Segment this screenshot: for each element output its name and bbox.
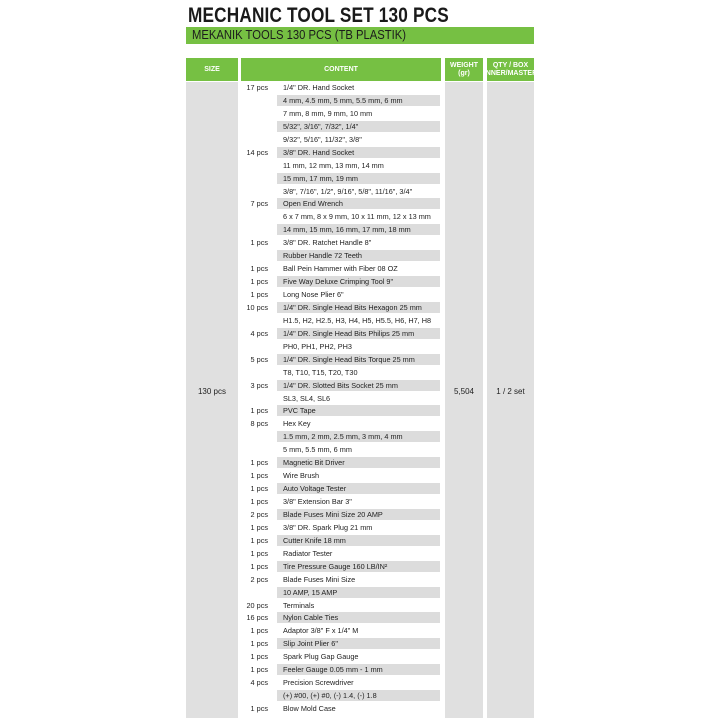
row-content: 6 x 7 mm, 8 x 9 mm, 10 x 11 mm, 12 x 13 mm <box>283 212 431 222</box>
row-content: Open End Wrench <box>277 198 440 209</box>
weight-column <box>445 82 483 718</box>
row-quantity: 1 pcs <box>250 484 268 494</box>
row-content: Tire Pressure Gauge 160 LB/IN² <box>277 561 440 572</box>
row-content: PVC Tape <box>277 405 440 416</box>
row-quantity: 1 pcs <box>250 561 268 571</box>
row-quantity: 1 pcs <box>250 277 268 287</box>
row-content: 15 mm, 17 mm, 19 mm <box>277 173 440 184</box>
row-content: 3/8" DR. Hand Socket <box>277 147 440 158</box>
row-quantity: 1 pcs <box>250 458 268 468</box>
row-content: Nylon Cable Ties <box>277 612 440 623</box>
row-content: Spark Plug Gap Gauge <box>283 652 359 662</box>
header-weight: WEIGHT (gr) <box>445 58 483 81</box>
size-column <box>186 82 238 718</box>
row-content: Adaptor 3/8" F x 1/4" M <box>283 626 359 636</box>
row-content: T8, T10, T15, T20, T30 <box>283 367 358 377</box>
row-quantity: 5 pcs <box>250 354 268 364</box>
row-quantity: 4 pcs <box>250 328 268 338</box>
row-quantity: 2 pcs <box>250 574 268 584</box>
row-quantity: 8 pcs <box>250 419 268 429</box>
row-quantity: 1 pcs <box>250 471 268 481</box>
row-quantity: 1 pcs <box>250 406 268 416</box>
row-content: 1.5 mm, 2 mm, 2.5 mm, 3 mm, 4 mm <box>277 431 440 442</box>
row-content: 3/8" DR. Spark Plug 21 mm <box>283 522 373 532</box>
row-content: Slip Joint Plier 6" <box>277 638 440 649</box>
row-quantity: 10 pcs <box>246 302 268 312</box>
row-content: Blow Mold Case <box>283 704 336 713</box>
header-size: SIZE <box>186 58 238 81</box>
row-quantity: 16 pcs <box>246 613 268 623</box>
row-quantity: 1 pcs <box>250 497 268 506</box>
row-content: Hex Key <box>283 419 311 429</box>
row-content: 14 mm, 15 mm, 16 mm, 17 mm, 18 mm <box>277 224 440 235</box>
row-content: 3/8" Extension Bar 3" <box>283 497 352 506</box>
row-quantity: 1 pcs <box>250 548 268 558</box>
subtitle: MEKANIK TOOLS 130 PCS (TB PLASTIK) <box>192 28 407 42</box>
qty-box-value: 1 / 2 set <box>496 387 525 396</box>
row-content: 5/32", 3/16", 7/32", 1/4" <box>277 121 440 132</box>
row-quantity: 1 pcs <box>250 704 268 713</box>
row-content: Blade Fuses Mini Size 20 AMP <box>277 509 440 520</box>
row-content: 3/8" DR. Ratchet Handle 8" <box>283 238 372 248</box>
row-content: Precision Screwdriver <box>283 678 354 688</box>
row-quantity: 1 pcs <box>250 652 268 662</box>
row-content: Magnetic Bit Driver <box>277 457 440 468</box>
row-content: H1.5, H2, H2.5, H3, H4, H5, H5.5, H6, H7, H8 <box>283 315 432 325</box>
row-quantity: 14 pcs <box>246 147 268 157</box>
row-content: 5 mm, 5.5 mm, 6 mm <box>283 445 352 455</box>
size-total: 130 pcs <box>197 387 227 396</box>
row-quantity: 2 pcs <box>250 509 268 519</box>
row-quantity: 3 pcs <box>250 380 268 390</box>
row-content: Long Nose Plier 6" <box>283 290 344 299</box>
row-content: (+) #00, (+) #0, (-) 1.4, (-) 1.8 <box>277 690 440 701</box>
row-content: 1/4" DR. Single Head Bits Torque 25 mm <box>277 354 440 365</box>
row-content: Radiator Tester <box>283 548 333 558</box>
row-content: Auto Voltage Tester <box>277 483 440 494</box>
header-content: CONTENT <box>241 58 441 81</box>
row-quantity: 1 pcs <box>250 665 268 675</box>
row-content: Cutter Knife 18 mm <box>277 535 440 546</box>
row-quantity: 1 pcs <box>250 626 268 636</box>
row-content: 3/8", 7/16", 1/2", 9/16", 5/8", 11/16", 3/4" <box>283 186 413 196</box>
row-quantity: 1 pcs <box>250 639 268 649</box>
row-quantity: 1 pcs <box>250 238 268 248</box>
row-quantity: 20 pcs <box>246 600 268 610</box>
row-content: Wire Brush <box>283 471 320 481</box>
row-content: PH0, PH1, PH2, PH3 <box>283 341 352 351</box>
row-content: Feeler Gauge 0.05 mm - 1 mm <box>277 664 440 675</box>
row-content: Rubber Handle 72 Teeth <box>277 250 440 261</box>
subtitle-bar <box>186 27 534 44</box>
header-qty-box: QTY / BOX INNER/MASTER <box>487 58 534 81</box>
row-quantity: 1 pcs <box>250 264 268 274</box>
weight-value: 5,504 <box>453 387 475 396</box>
row-content: Ball Pein Hammer with Fiber 08 OZ <box>283 264 398 274</box>
row-content: 9/32", 5/16", 11/32", 3/8" <box>283 134 362 144</box>
row-content: Terminals <box>283 600 315 610</box>
row-content: 7 mm, 8 mm, 9 mm, 10 mm <box>283 108 373 118</box>
row-content: 1/4" DR. Slotted Bits Socket 25 mm <box>277 380 440 391</box>
row-quantity: 1 pcs <box>250 290 268 299</box>
row-content: 1/4" DR. Hand Socket <box>283 83 355 92</box>
page-title: MECHANIC TOOL SET 130 PCS <box>188 4 449 27</box>
row-quantity: 7 pcs <box>250 199 268 209</box>
row-content: Five Way Deluxe Crimping Tool 9" <box>277 276 440 287</box>
row-quantity: 17 pcs <box>246 83 268 92</box>
qty-box-column <box>487 82 534 718</box>
row-content: 1/4" DR. Single Head Bits Hexagon 25 mm <box>277 302 440 313</box>
row-content: 1/4" DR. Single Head Bits Philips 25 mm <box>277 328 440 339</box>
row-content: 11 mm, 12 mm, 13 mm, 14 mm <box>283 160 384 170</box>
row-quantity: 1 pcs <box>250 522 268 532</box>
row-content: SL3, SL4, SL6 <box>283 393 331 403</box>
row-content: 10 AMP, 15 AMP <box>277 587 440 598</box>
row-content: 4 mm, 4.5 mm, 5 mm, 5.5 mm, 6 mm <box>277 95 440 106</box>
row-quantity: 1 pcs <box>250 535 268 545</box>
row-content: Blade Fuses Mini Size <box>283 574 356 584</box>
row-quantity: 4 pcs <box>250 678 268 688</box>
